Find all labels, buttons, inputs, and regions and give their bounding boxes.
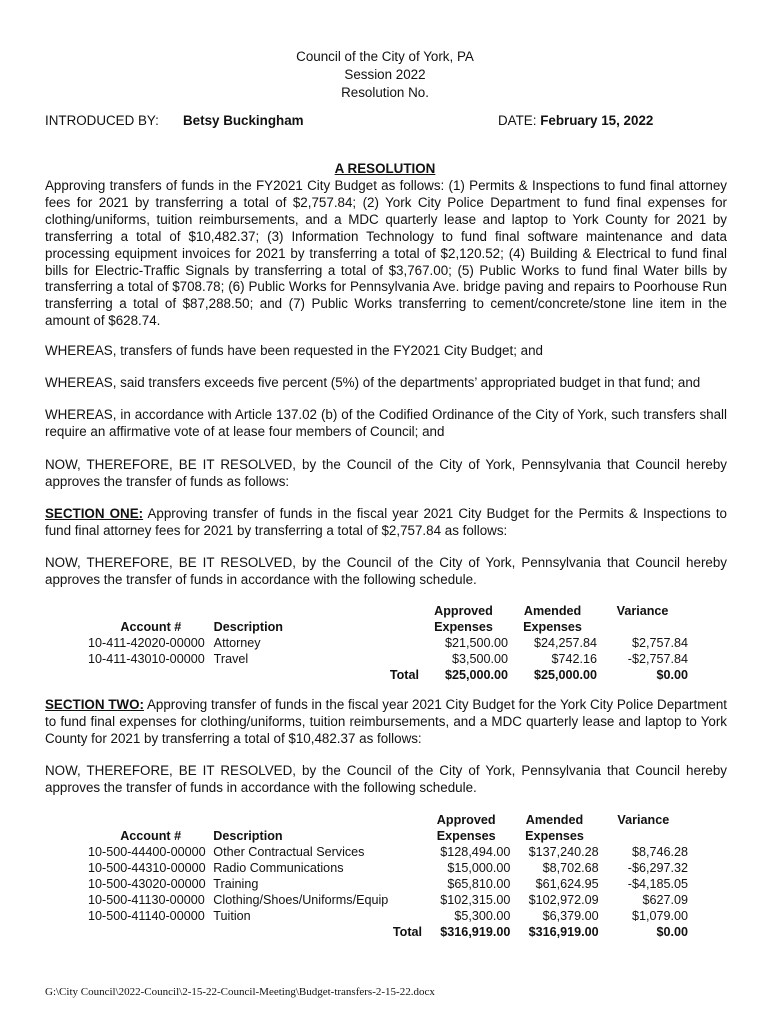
section-one-resolved: NOW, THEREFORE, BE IT RESOLVED, by the Council of the City of York, Pennsylvania that Council hereby approves the transfer of funds in accordance with the following schedule. xyxy=(45,555,727,587)
total-approved: $25,000.00 xyxy=(444,668,509,682)
col-amended-1: Amended xyxy=(525,813,584,827)
table-row xyxy=(88,651,688,667)
section-two-heading: SECTION TWO: xyxy=(45,697,144,712)
total-variance: $0.00 xyxy=(656,925,688,939)
row-variance: $1,079.00 xyxy=(631,909,688,923)
row-approved: $65,810.00 xyxy=(447,877,511,891)
introduced-by-name: Betsy Buckingham xyxy=(183,113,304,128)
introduced-by-label: INTRODUCED BY: xyxy=(45,113,159,128)
date-label: DATE: xyxy=(498,113,537,128)
total-row xyxy=(88,667,688,683)
table-row xyxy=(88,892,688,908)
row-amended: $8,702.68 xyxy=(542,861,599,875)
row-account: 10-500-41140-00000 xyxy=(88,909,205,923)
table-row xyxy=(88,844,688,860)
col-approved-2: Expenses xyxy=(436,829,496,843)
col-approved-1: Approved xyxy=(436,813,496,827)
row-approved: $15,000.00 xyxy=(447,861,511,875)
row-description: Travel xyxy=(213,652,249,666)
row-account: 10-500-43020-00000 xyxy=(88,877,206,891)
table-row xyxy=(88,635,688,651)
row-amended: $137,240.28 xyxy=(528,845,599,859)
table-row xyxy=(88,876,688,892)
row-account: 10-411-43010-00000 xyxy=(88,652,205,666)
row-variance: -$2,757.84 xyxy=(627,652,688,666)
row-variance: -$6,297.32 xyxy=(627,861,688,875)
section-one-heading: SECTION ONE: xyxy=(45,506,144,521)
row-account: 10-411-42020-00000 xyxy=(88,636,205,650)
row-variance: $2,757.84 xyxy=(631,636,688,650)
col-description: Description xyxy=(213,620,283,634)
table-row xyxy=(88,860,688,876)
section-two-resolved: NOW, THEREFORE, BE IT RESOLVED, by the Council of the City of York, Pennsylvania that Council hereby approves the transfer of funds in accordance with the following schedule. xyxy=(45,763,727,795)
section-two-paragraph xyxy=(45,697,727,748)
col-variance: Variance xyxy=(617,813,670,827)
whereas-paragraph-2: WHEREAS, said transfers exceeds five percent (5%) of the departments’ appropriated budget in that fund; and xyxy=(45,375,701,390)
resolution-title: A RESOLUTION xyxy=(334,161,436,176)
table-row xyxy=(88,908,688,924)
row-variance: $627.09 xyxy=(642,893,688,907)
whereas-paragraph-1: WHEREAS, transfers of funds have been requested in the FY2021 City Budget; and xyxy=(45,343,543,358)
col-amended-2: Expenses xyxy=(523,620,582,634)
row-description: Clothing/Shoes/Uniforms/Equip xyxy=(213,893,389,907)
date-value: February 15, 2022 xyxy=(540,113,654,128)
row-amended: $24,257.84 xyxy=(534,636,598,650)
whereas-paragraph-3: WHEREAS, in accordance with Article 137.02 (b) of the Codified Ordinance of the City of York, such transfers shall require an affirmative vote of at lease four members of Council; and xyxy=(45,407,727,439)
col-account: Account # xyxy=(120,620,182,634)
row-amended: $742.16 xyxy=(551,652,598,666)
header-council: Council of the City of York, PA xyxy=(296,49,474,64)
row-amended: $102,972.09 xyxy=(528,893,599,907)
row-variance: $8,746.28 xyxy=(631,845,688,859)
row-amended: $61,624.95 xyxy=(535,877,599,891)
row-description: Tuition xyxy=(213,909,251,923)
section-one-text: Approving transfer of funds in the fiscal year 2021 City Budget for the Permits & Inspections to fund final attorney fees for 2021 by transferring a total of $2,757.84 as follows: xyxy=(45,506,727,538)
resolved-paragraph: NOW, THEREFORE, BE IT RESOLVED, by the Council of the City of York, Pennsylvania that Council hereby approves the transfer of funds as follows: xyxy=(45,457,727,489)
resolution-summary: Approving transfers of funds in the FY2021 City Budget as follows: (1) Permits & Inspections to fund final attorney fees for 2021 by transferring a total of $2,757.84; (2) York City Police Department to fund final expenses for clothing/uniforms, tuition reimbursements, and a MDC quarterly lease and laptop to York County for 2021 by transferring a total of $10,482.37; (3) Information Technology to fund final software maintenance and data processing equipment invoices for 2021 by transferring a total of $2,120.52; (4) Building & Electrical to fund final bills for Electric-Traffic Signals by transferring a total of $3,767.00; (5) Public Works to fund final Water bills by transferring a total of $708.78; (6) Public Works for Pennsylvania Ave. bridge paving and repairs to Poorhouse Run transferring a total of $87,288.50; and (7) Public Works transferring to cement/concrete/stone line item in the amount of $628.74. xyxy=(45,178,727,329)
row-description: Radio Communications xyxy=(213,861,344,875)
col-approved-2: Expenses xyxy=(434,620,493,634)
row-approved: $3,500.00 xyxy=(451,652,509,666)
col-account: Account # xyxy=(120,829,182,843)
footer-file-path: G:\City Council\2022-Council\2-15-22-Council-Meeting\Budget-transfers-2-15-22.docx xyxy=(45,986,435,998)
total-row xyxy=(88,924,688,940)
header-resolution-no: Resolution No. xyxy=(341,85,429,100)
section-two-table xyxy=(88,812,688,940)
header-session: Session 2022 xyxy=(344,67,426,82)
col-description: Description xyxy=(213,829,283,843)
col-amended-2: Expenses xyxy=(525,829,584,843)
row-approved: $5,300.00 xyxy=(454,909,511,923)
col-approved-1: Approved xyxy=(434,604,493,618)
col-variance: Variance xyxy=(616,604,669,618)
total-approved: $316,919.00 xyxy=(440,925,511,939)
section-two-text: Approving transfer of funds in the fiscal year 2021 City Budget for the York City Police Department to fund final expenses for clothing/uniforms, tuition reimbursements, and a MDC quarterly lease and laptop to York County for 2021 by transferring a total of $10,482.37 as follows: xyxy=(45,697,727,746)
row-variance: -$4,185.05 xyxy=(627,877,688,891)
section-one-paragraph xyxy=(45,506,727,540)
row-account: 10-500-44310-00000 xyxy=(88,861,206,875)
total-amended: $316,919.00 xyxy=(528,925,599,939)
total-label: Total xyxy=(389,668,419,682)
total-label: Total xyxy=(392,925,423,939)
col-amended-1: Amended xyxy=(523,604,582,618)
row-description: Training xyxy=(213,877,259,891)
total-amended: $25,000.00 xyxy=(534,668,598,682)
row-approved: $102,315.00 xyxy=(440,893,511,907)
row-account: 10-500-44400-00000 xyxy=(88,845,206,859)
date-line xyxy=(498,113,653,128)
row-description: Other Contractual Services xyxy=(213,845,365,859)
document-header xyxy=(0,48,770,102)
row-amended: $6,379.00 xyxy=(542,909,599,923)
section-one-table xyxy=(88,603,688,683)
row-description: Attorney xyxy=(213,636,261,650)
total-variance: $0.00 xyxy=(656,668,688,682)
row-account: 10-500-41130-00000 xyxy=(88,893,205,907)
row-approved: $21,500.00 xyxy=(444,636,509,650)
row-approved: $128,494.00 xyxy=(440,845,511,859)
